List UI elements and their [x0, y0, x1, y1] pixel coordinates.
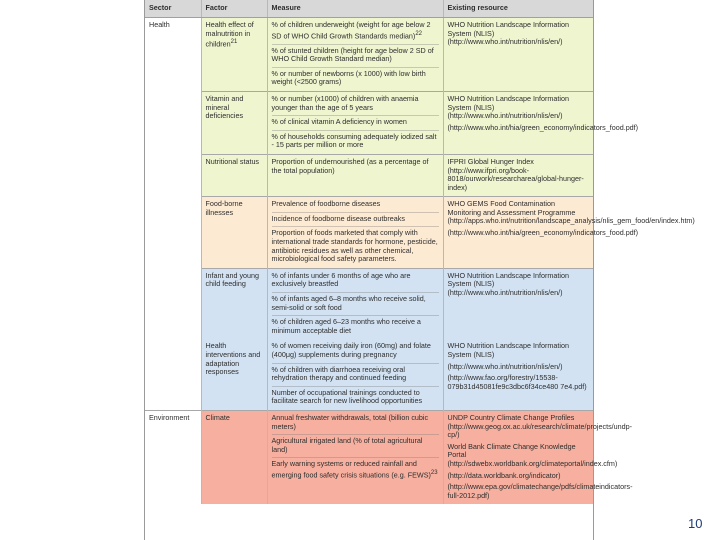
header-sector: Sector: [145, 0, 201, 18]
resource-item: (http://www.who.int/hia/green_economy/indicators_food.pdf): [447, 228, 639, 238]
footnote-marker: 23: [430, 469, 438, 476]
measure-cell: [267, 268, 443, 339]
resource-item: WHO Nutrition Landscape Information System (NLIS): [447, 341, 569, 360]
resource-item: (http://www.who.int/hia/green_economy/indicators_food.pdf): [447, 122, 639, 132]
resource-item: (http://www.epa.gov/climatechange/pdfs/climateindicators-full-2012.pdf): [447, 482, 633, 500]
factor-cell: Climate: [201, 410, 267, 504]
footnote-marker: 21: [230, 39, 238, 46]
resource-item: WHO Nutrition Landscape Information System (NLIS) (http://www.who.int/nutrition/nlis/en/): [447, 270, 569, 298]
measure-item: Annual freshwater withdrawals, total (billion cubic meters): [271, 412, 429, 431]
resource-item: WHO Nutrition Landscape Information System (NLIS) (http://www.who.int/nutrition/nlis/en/): [447, 93, 569, 121]
factor-cell: Vitamin and mineral deficiencies: [201, 91, 267, 154]
measure-item: % of clinical vitamin A deficiency in women: [272, 115, 439, 127]
resource-cell: [443, 154, 593, 196]
sector-label: Health: [149, 20, 170, 29]
measure-item: % of children with diarrhoea receiving oral rehydration therapy and continued feeding: [272, 363, 439, 383]
resource-cell: [443, 91, 639, 154]
measure-cell: [267, 197, 443, 269]
table-row: [145, 154, 593, 196]
measure-item: % or number of newborns (x 1000) with low birth weight (<2500 grams): [272, 67, 439, 87]
measure-item: % of infants under 6 months of age who are exclusively breastfed: [271, 270, 411, 289]
resource-item: (http://www.fao.org/forestry/15538-079b31d45081fe9c3dbc6f34ce480 7e4.pdf): [447, 373, 587, 391]
measure-item: Early warning systems or reduced rainfall and emerging food safety crisis situations (e.g. FEWS)$^{23}$: [271, 459, 438, 480]
measure-item: % of children underweight (weight for age below 2 SD of WHO Child Growth Standards median)$^{22}$: [271, 20, 431, 40]
measure-item: Prevalence of foodborne diseases: [271, 199, 381, 209]
footnote-marker: 22: [415, 30, 422, 37]
measure-item: Number of occupational trainings conducted to facilitate search for new livelihood opportunities: [272, 386, 439, 406]
measure-item: % of children aged 6–23 months who receive a minimum acceptable diet: [272, 315, 439, 335]
measure-cell: [267, 18, 443, 92]
factor-cell: Infant and young child feeding: [201, 268, 267, 339]
table-row: [145, 18, 593, 92]
factor-cell: Food-borne illnesses: [201, 197, 267, 269]
page-number: 10: [688, 516, 703, 531]
resource-item: (http://data.worldbank.org/indicator): [447, 470, 561, 480]
table-header-row: [145, 0, 593, 18]
measure-cell: [267, 410, 443, 504]
sector-cell-environment: [145, 410, 201, 504]
factor-cell: [201, 18, 267, 92]
table-row: [145, 339, 593, 410]
table-row: [145, 410, 593, 504]
resource-cell: [443, 339, 593, 410]
measure-item: % of women receiving daily iron (60mg) and folate (400μg) supplements during pregnancy: [271, 341, 431, 360]
table-row: [145, 91, 593, 154]
measure-item: Proportion of undernourished (as a percentage of the total population): [271, 156, 429, 175]
resource-cell: [443, 410, 633, 504]
resource-cell: [443, 18, 593, 92]
factor-label: Health effect of malnutrition in children: [205, 20, 254, 49]
header-existing-resource: Existing resource: [443, 0, 593, 18]
factor-cell: Health interventions and adaptation responses: [201, 339, 267, 410]
measure-item: Agricultural irrigated land (% of total agricultural land): [272, 434, 439, 454]
resource-item: IFPRI Global Hunger Index (http://www.ifpri.org/book-8018/ourwork/researcharea/global-hunger-index): [447, 156, 584, 192]
measure-item: % or number (x1000) of children with anaemia younger than the age of 5 years: [271, 93, 419, 112]
factor-cell: Nutritional status: [201, 154, 267, 196]
indicator-table: [145, 0, 695, 504]
measure-item: Proportion of foods marketed that comply with international trade standards for hormone, pesticide, antibiotic residues as well as other chemical, microbiological food safety parameters.: [271, 228, 438, 264]
indicator-table-container: [144, 0, 695, 540]
measure-cell: [267, 154, 443, 196]
measure-item: % of households consuming adequately iodized salt - 15 parts per million or more: [271, 131, 437, 150]
measure-item: Incidence of foodborne disease outbreaks: [272, 212, 439, 224]
measure-item: % of stunted children (height for age below 2 SD of WHO Child Growth Standard median): [272, 44, 439, 64]
resource-item: WHO Nutrition Landscape Information System (NLIS) (http://www.who.int/nutrition/nlis/en/): [447, 20, 569, 47]
resource-cell: [443, 268, 593, 339]
resource-cell: [443, 197, 695, 269]
sector-label: Environment: [149, 412, 190, 422]
table-row: [145, 197, 593, 269]
resource-item: UNDP Country Climate Change Profiles (http://www.geog.ox.ac.uk/research/climate/projects/undp-cp/): [447, 412, 633, 440]
header-measure: Measure: [267, 0, 443, 18]
sector-cell-health: [145, 18, 201, 411]
resource-item: (http://www.who.int/nutrition/nlis/en/): [447, 361, 563, 371]
measure-item: % of infants aged 6–8 months who receive solid, semi-solid or soft food: [272, 292, 439, 312]
resource-item: World Bank Climate Change Knowledge Portal (http://sdwebx.worldbank.org/climateportal/index.cfm): [447, 441, 618, 468]
header-factor: Factor: [201, 0, 267, 18]
measure-cell: [267, 91, 443, 154]
measure-cell: [267, 339, 443, 410]
resource-item: WHO GEMS Food Contamination Monitoring and Assessment Programme (http://apps.who.int/nutrition/landscape_analysis/nlis_gem_food/en/index.htm): [447, 199, 695, 226]
table-row: [145, 268, 593, 339]
table-body: [145, 18, 695, 505]
